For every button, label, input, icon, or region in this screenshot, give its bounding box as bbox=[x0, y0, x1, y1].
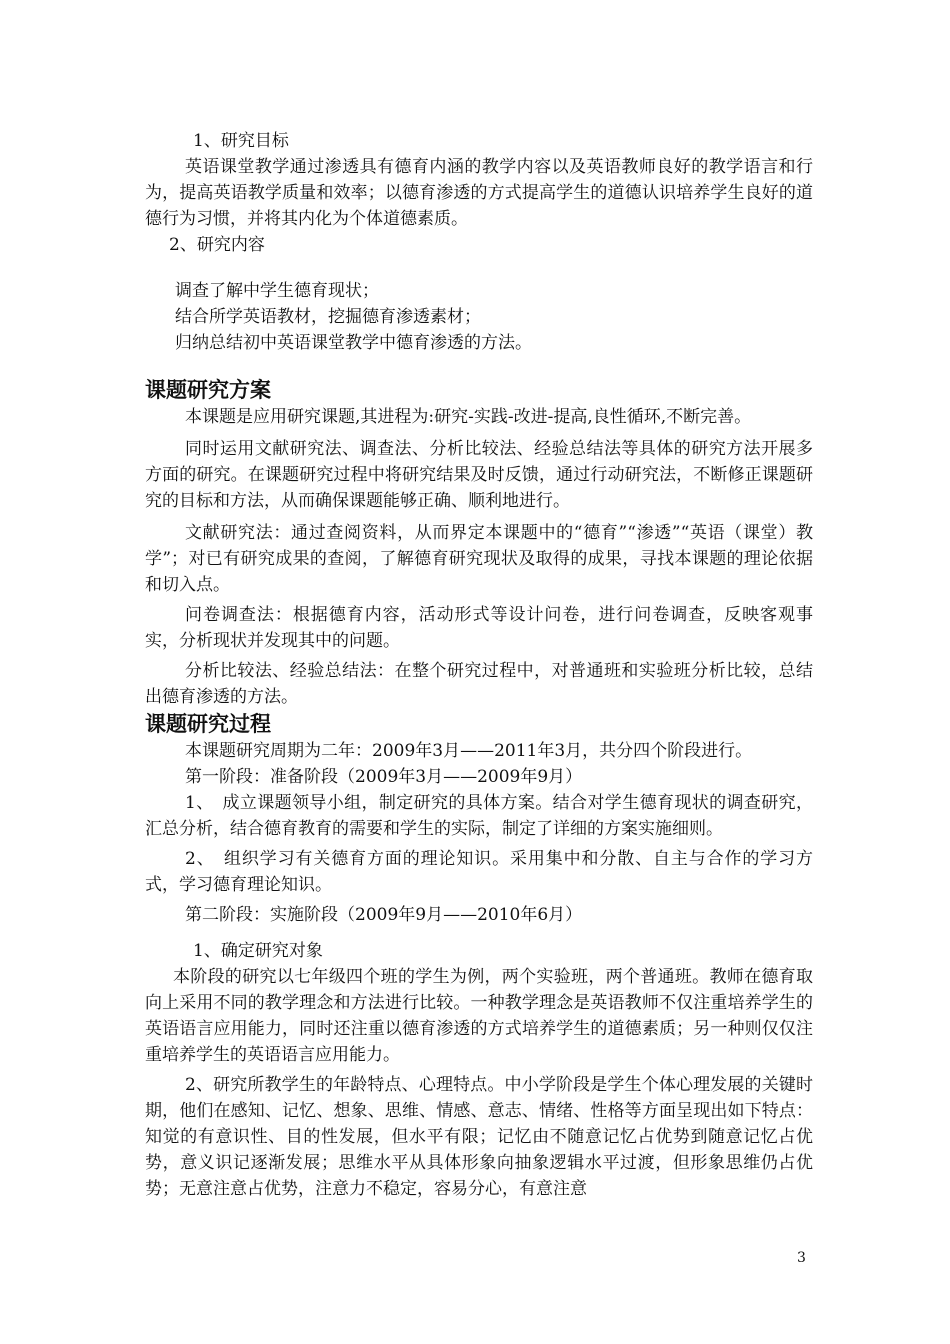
page-number: 3 bbox=[797, 1250, 806, 1266]
content-item: 调查了解中学生德育现状； bbox=[175, 281, 379, 301]
process-paragraph: 本课题研究周期为二年：2009年3月——2011年3月，共分四个阶段进行。 bbox=[185, 741, 753, 761]
process-paragraph: 2、 组织学习有关德育方面的理论知识。采用集中和分散、自主与合作的学习方式，学习德育理论知识。 bbox=[145, 849, 813, 895]
stage2-paragraph: 2、研究所教学生的年龄特点、心理特点。中小学阶段是学生个体心理发展的关键时期，他们在感知、记忆、想象、思维、情感、意志、情绪、性格等方面呈现出如下特点：知觉的有意识性、目的性发展，但水平有限；记忆由不随意记忆占优势到随意记忆占优势，意义识记逐渐发展；思维水平从具体形象向抽象逻辑水平过渡，但形象思维仍占优势；无意注意占优势，注意力不稳定，容易分心，有意注意 bbox=[145, 1075, 813, 1199]
plan-heading: 课题研究方案 bbox=[145, 378, 271, 402]
plan-paragraph: 分析比较法、经验总结法：在整个研究过程中，对普通班和实验班分析比较，总结出德育渗透的方法。 bbox=[145, 661, 813, 707]
goal-heading: 1、研究目标 bbox=[193, 131, 289, 151]
process-paragraph: 1、 成立课题领导小组，制定研究的具体方案。结合对学生德育现状的调查研究，汇总分析，结合德育教育的需要和学生的实际，制定了详细的方案实施细则。 bbox=[145, 793, 813, 839]
goal-text: 英语课堂教学通过渗透具有德育内涵的教学内容以及英语教师良好的教学语言和行为，提高英语教学质量和效率；以德育渗透的方式提高学生的道德认识培养学生良好的道德行为习惯，并将其内化为个体道德素质。 bbox=[145, 157, 813, 229]
content-heading: 2、研究内容 bbox=[169, 235, 265, 255]
stage2-heading: 1、确定研究对象 bbox=[193, 941, 323, 961]
plan-paragraph: 文献研究法：通过查阅资料，从而界定本课题中的“德育”“渗透”“英语（课堂）教学”；对已有研究成果的查阅，了解德育研究现状及取得的成果，寻找本课题的理论依据和切入点。 bbox=[145, 523, 813, 595]
process-heading: 课题研究过程 bbox=[145, 712, 271, 736]
stage2-paragraph: 本阶段的研究以七年级四个班的学生为例，两个实验班，两个普通班。教师在德育取向上采用不同的教学理念和方法进行比较。一种教学理念是英语教师不仅注重培养学生的英语语言应用能力，同时还注重以德育渗透的方式培养学生的道德素质；另一种则仅仅注重培养学生的英语语言应用能力。 bbox=[145, 967, 813, 1065]
page-content bbox=[145, 128, 813, 1202]
plan-paragraph: 本课题是应用研究课题,其进程为:研究-实践-改进-提高,良性循环,不断完善。 bbox=[185, 407, 752, 427]
content-item: 结合所学英语教材，挖掘德育渗透素材； bbox=[175, 307, 481, 327]
process-paragraph: 第二阶段：实施阶段（2009年9月——2010年6月） bbox=[185, 905, 583, 925]
content-item: 归纳总结初中英语课堂教学中德育渗透的方法。 bbox=[175, 333, 532, 353]
plan-paragraph: 问卷调查法：根据德育内容，活动形式等设计问卷，进行问卷调查，反映客观事实，分析现状并发现其中的问题。 bbox=[145, 605, 813, 651]
plan-paragraph: 同时运用文献研究法、调查法、分析比较法、经验总结法等具体的研究方法开展多方面的研究。在课题研究过程中将研究结果及时反馈，通过行动研究法，不断修正课题研究的目标和方法，从而确保课题能够正确、顺利地进行。 bbox=[145, 439, 813, 511]
process-paragraph: 第一阶段：准备阶段（2009年3月——2009年9月） bbox=[185, 767, 583, 787]
